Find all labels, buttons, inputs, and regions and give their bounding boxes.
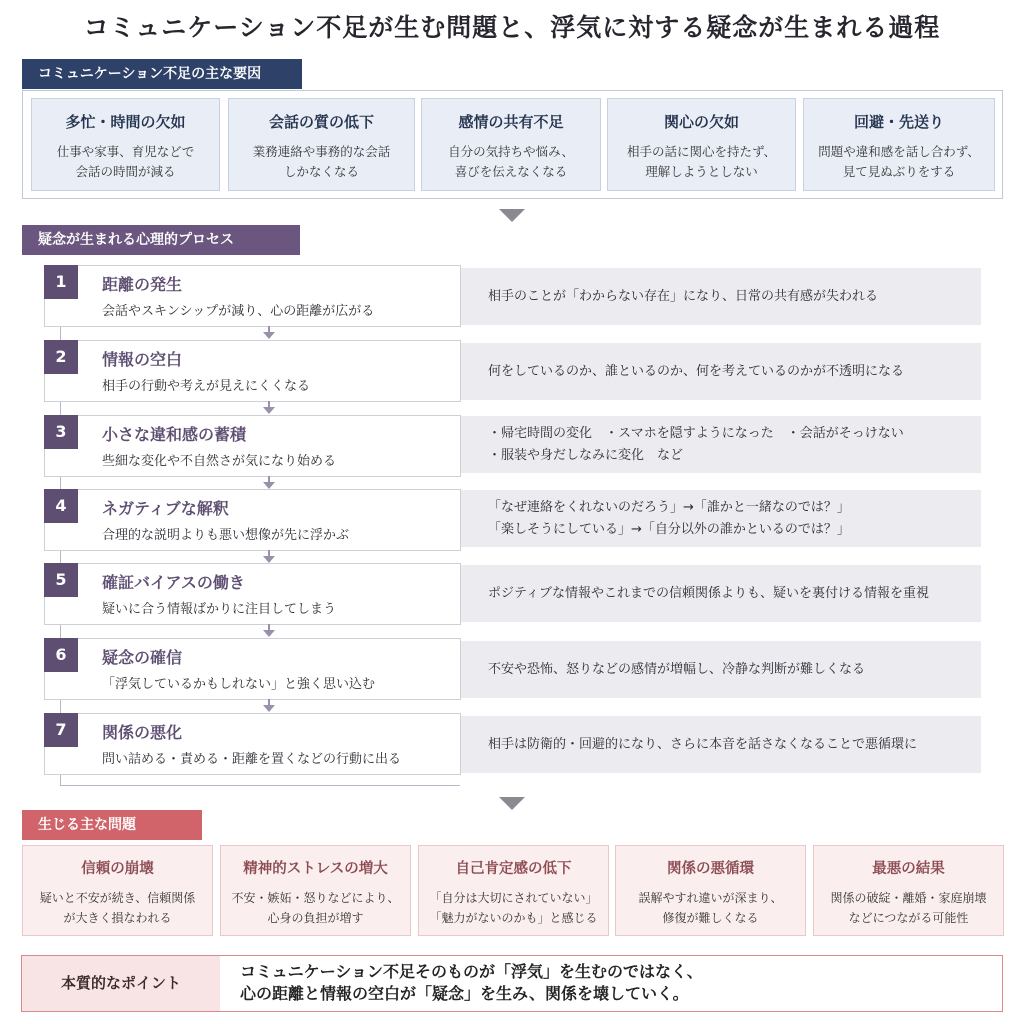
down-arrow-icon bbox=[499, 797, 525, 810]
step-note-line: 不安や恐怖、怒りなどの感情が増幅し、冷静な判断が難しくなる bbox=[488, 661, 866, 677]
step-description: 問い詰める・責める・距離を置くなどの行動に出る bbox=[102, 752, 402, 767]
cause-description: 相手の話に関心を持たず、 理解しようとしない bbox=[626, 144, 776, 179]
cause-heading: 回避・先送り bbox=[853, 113, 944, 131]
small-down-arrow-icon bbox=[263, 630, 275, 637]
cause-description: 自分の気持ちや悩み、 喜びを伝えなくなる bbox=[448, 144, 574, 179]
small-down-arrow-icon bbox=[263, 705, 275, 712]
process-step bbox=[44, 638, 461, 700]
step-description: 相手の行動や考えが見えにくくなる bbox=[102, 379, 311, 394]
small-down-arrow-icon bbox=[263, 332, 275, 339]
problem-heading: 精神的ストレスの増大 bbox=[243, 861, 388, 877]
cause-description: 業務連絡や事務的な会話 しかなくなる bbox=[252, 144, 391, 179]
step-note-line: ・服装や身だしなみに変化 など bbox=[488, 447, 684, 463]
cause-card bbox=[421, 98, 601, 191]
process-step bbox=[44, 489, 461, 551]
step-number: 3 bbox=[44, 415, 78, 449]
step-number: 2 bbox=[44, 340, 78, 374]
step-note-line: ポジティブな情報やこれまでの信頼関係よりも、疑いを裏付ける情報を重視 bbox=[488, 585, 929, 601]
problems-section-label: 生じる主な問題 bbox=[22, 810, 202, 840]
step-note bbox=[461, 268, 981, 325]
cause-description: 問題や違和感を話し合わず、 見て見ぬぶりをする bbox=[818, 144, 980, 179]
step-number: 1 bbox=[44, 265, 78, 299]
cause-heading: 会話の質の低下 bbox=[268, 113, 374, 131]
causes-section-label: コミュニケーション不足の主な要因 bbox=[22, 59, 302, 89]
process-step bbox=[44, 340, 461, 402]
step-note bbox=[461, 565, 981, 622]
step-number: 5 bbox=[44, 563, 78, 597]
step-number: 6 bbox=[44, 638, 78, 672]
process-connector-line bbox=[60, 785, 460, 786]
problem-card bbox=[615, 845, 806, 936]
small-down-arrow-icon bbox=[263, 407, 275, 414]
cause-card bbox=[803, 98, 995, 191]
step-description: 合理的な説明よりも悪い想像が先に浮かぶ bbox=[102, 528, 350, 543]
step-note bbox=[461, 416, 981, 473]
step-note bbox=[461, 490, 981, 547]
process-step bbox=[44, 265, 461, 327]
process-step bbox=[44, 415, 461, 477]
cause-card bbox=[228, 98, 415, 191]
step-heading: 確証バイアスの働き bbox=[102, 573, 245, 592]
problem-heading: 最悪の結果 bbox=[872, 861, 945, 877]
step-note bbox=[461, 343, 981, 400]
step-heading: 疑念の確信 bbox=[102, 648, 183, 667]
page-title: コミュニケーション不足が生む問題と、浮気に対する疑念が生まれる過程 bbox=[83, 13, 941, 42]
key-point-panel bbox=[21, 955, 1003, 1012]
cause-heading: 多忙・時間の欠如 bbox=[65, 113, 186, 131]
step-heading: 情報の空白 bbox=[102, 350, 183, 369]
step-note-line: 相手は防衛的・回避的になり、さらに本音を話さなくなることで悪循環に bbox=[488, 736, 918, 752]
step-note-line: ・帰宅時間の変化 ・スマホを隠すようになった ・会話がそっけない bbox=[488, 425, 904, 441]
step-heading: 関係の悪化 bbox=[102, 723, 183, 742]
step-description: 些細な変化や不自然さが気になり始める bbox=[102, 454, 337, 469]
key-point-text bbox=[240, 961, 703, 1005]
problem-description: 誤解やすれ違いが深まり、 修復が難しくなる bbox=[638, 891, 783, 925]
step-note-line: 「なぜ連絡をくれないのだろう」→「誰かと一緒なのでは？」 bbox=[488, 499, 850, 515]
problem-description: 関係の破綻・離婚・家庭崩壊 などにつながる可能性 bbox=[830, 891, 987, 925]
process-step bbox=[44, 713, 461, 775]
step-heading: 小さな違和感の蓄積 bbox=[102, 425, 247, 444]
problem-heading: 信頼の崩壊 bbox=[81, 861, 154, 877]
step-note-line: 何をしているのか、誰といるのか、何を考えているのかが不透明になる bbox=[488, 363, 905, 379]
problem-description: 不安・嫉妬・怒りなどにより、 心身の負担が増す bbox=[231, 891, 400, 925]
step-note bbox=[461, 641, 981, 698]
key-point-label: 本質的なポイント bbox=[22, 956, 220, 1011]
small-down-arrow-icon bbox=[263, 556, 275, 563]
step-description: 「浮気しているかもしれない」と強く思い込む bbox=[102, 677, 376, 692]
process-step bbox=[44, 563, 461, 625]
process-section-label: 疑念が生まれる心理的プロセス bbox=[22, 225, 300, 255]
problem-description: 「自分は大切にされていない」 「魅力がないのかも」と感じる bbox=[429, 891, 598, 925]
key-point-line: 心の距離と情報の空白が「疑念」を生み、関係を壊していく。 bbox=[240, 984, 689, 1003]
key-point-line: コミュニケーション不足そのものが「浮気」を生むのではなく、 bbox=[240, 962, 703, 981]
step-note-line: 相手のことが「わからない存在」になり、日常の共有感が失われる bbox=[488, 288, 879, 304]
step-note bbox=[461, 716, 981, 773]
problem-heading: 関係の悪循環 bbox=[667, 861, 754, 877]
problem-heading: 自己肯定感の低下 bbox=[455, 861, 572, 877]
problem-card bbox=[813, 845, 1004, 936]
step-number: 7 bbox=[44, 713, 78, 747]
cause-heading: 関心の欠如 bbox=[663, 113, 739, 131]
down-arrow-icon bbox=[499, 209, 525, 222]
problem-description: 疑いと不安が続き、信頼関係 が大きく損なわれる bbox=[39, 891, 196, 925]
cause-card bbox=[31, 98, 220, 191]
small-down-arrow-icon bbox=[263, 482, 275, 489]
step-note-line: 「楽しそうにしている」→「自分以外の誰かといるのでは？」 bbox=[488, 521, 850, 537]
cause-heading: 感情の共有不足 bbox=[458, 113, 564, 131]
problem-card bbox=[22, 845, 213, 936]
step-heading: 距離の発生 bbox=[102, 275, 183, 294]
step-description: 疑いに合う情報ばかりに注目してしまう bbox=[102, 602, 337, 617]
step-description: 会話やスキンシップが減り、心の距離が広がる bbox=[102, 304, 375, 319]
step-heading: ネガティブな解釈 bbox=[102, 499, 229, 518]
problem-card bbox=[418, 845, 609, 936]
problem-card bbox=[220, 845, 411, 936]
causes-panel bbox=[22, 90, 1003, 199]
cause-card bbox=[607, 98, 796, 191]
cause-description: 仕事や家事、育児などで 会話の時間が減る bbox=[56, 144, 195, 179]
step-number: 4 bbox=[44, 489, 78, 523]
